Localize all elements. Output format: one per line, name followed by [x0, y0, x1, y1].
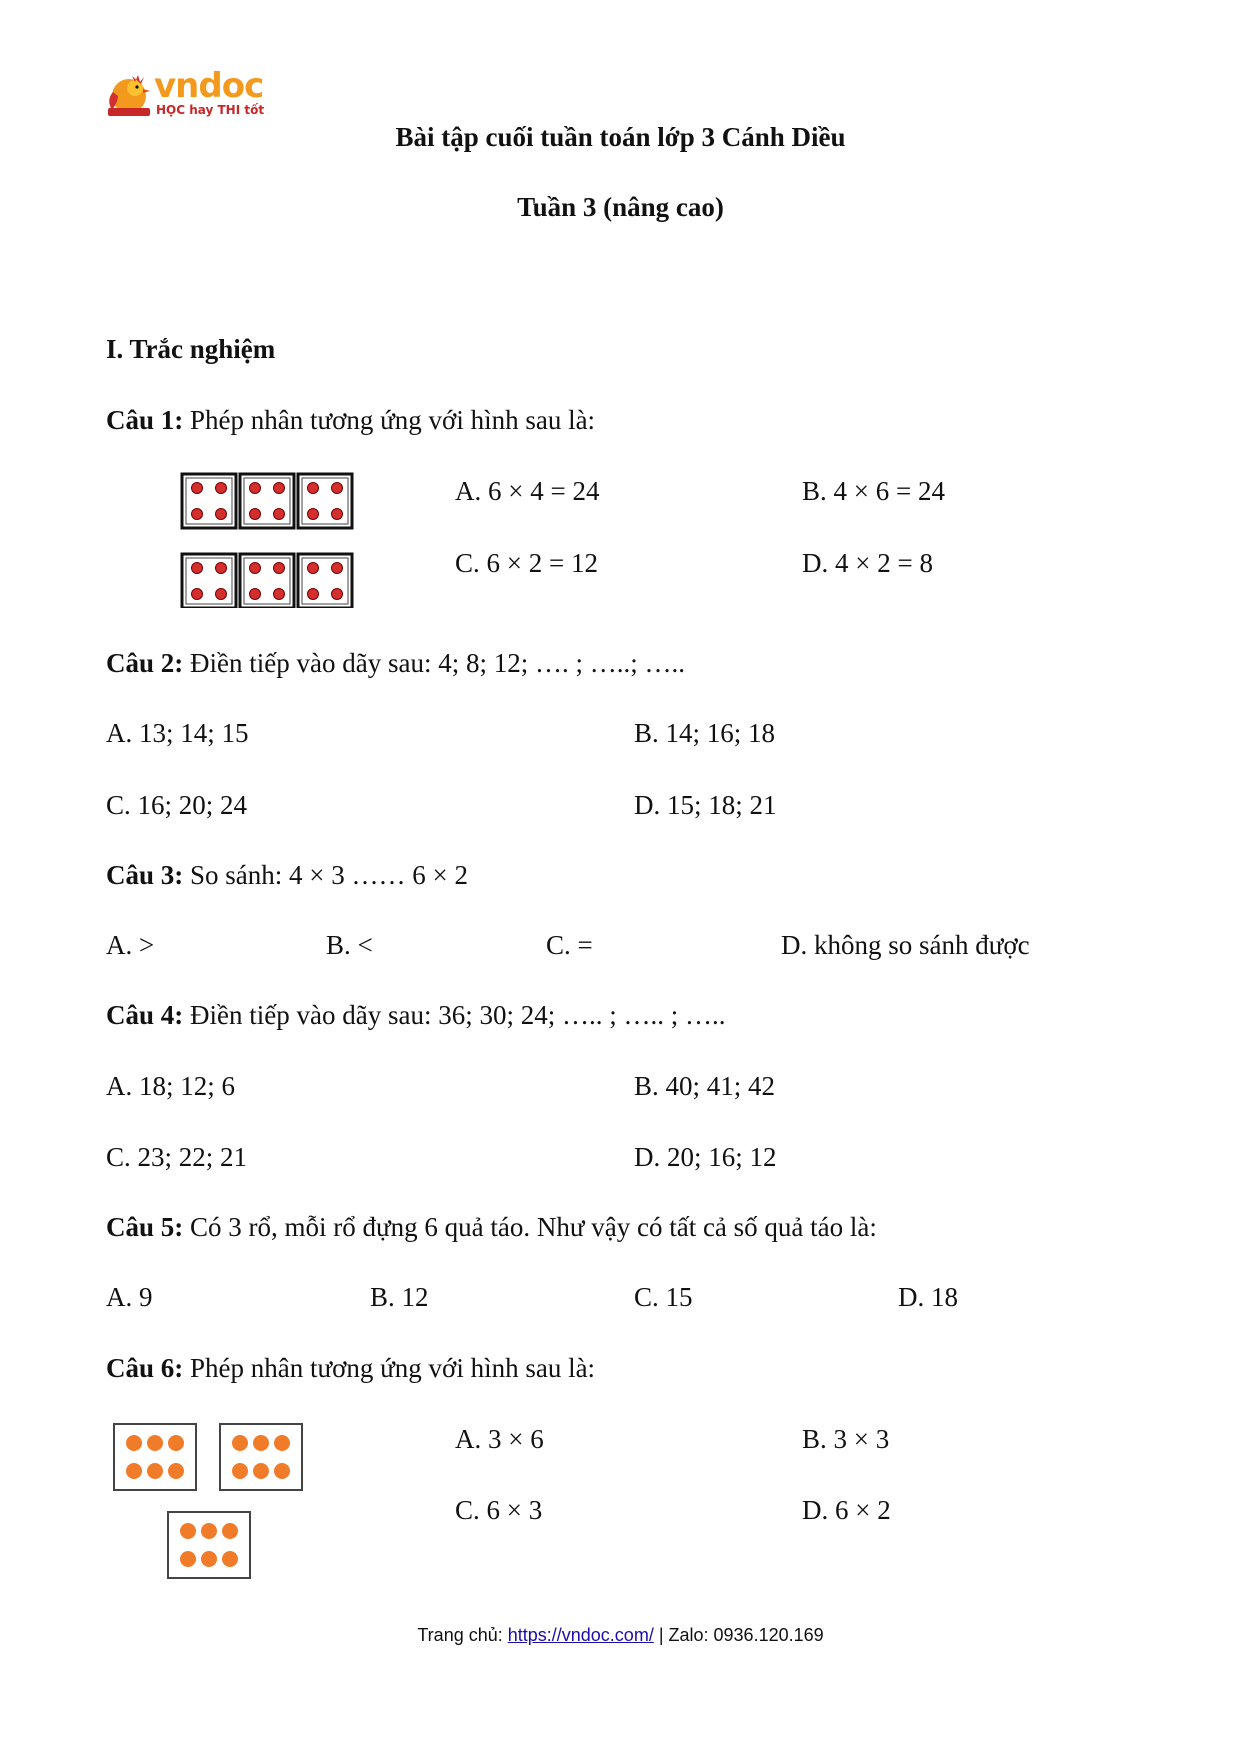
- question-label: Câu 1:: [106, 405, 184, 435]
- dot: [274, 563, 285, 574]
- dot: [332, 563, 343, 574]
- q1-figure-dice: [180, 472, 362, 608]
- question-2: [106, 648, 685, 679]
- option-b: B. 4 × 6 = 24: [802, 476, 945, 506]
- dot: [308, 483, 319, 494]
- option-d: D. 20; 16; 12: [634, 1142, 777, 1172]
- question-6: [106, 1353, 595, 1384]
- q6-figure-baskets: [112, 1422, 306, 1582]
- dot: [250, 483, 261, 494]
- dot: [274, 589, 285, 600]
- dot: [216, 483, 227, 494]
- page-subtitle: Tuần 3 (nâng cao): [517, 192, 724, 222]
- option-b: B. 3 × 3: [802, 1424, 890, 1454]
- dot: [192, 509, 203, 520]
- apple-dot: [147, 1463, 163, 1479]
- dice-box: [182, 554, 236, 608]
- option-d: D. 15; 18; 21: [634, 790, 777, 820]
- option-c: C. 16; 20; 24: [106, 790, 248, 820]
- rooster-icon: [104, 70, 154, 120]
- dot: [216, 509, 227, 520]
- question-label: Câu 2:: [106, 648, 184, 678]
- option-a: A. 13; 14; 15: [106, 718, 249, 748]
- apple-dot: [126, 1435, 142, 1451]
- dot: [332, 509, 343, 520]
- apple-dot: [126, 1463, 142, 1479]
- question-label: Câu 4:: [106, 1000, 184, 1030]
- option-b: B. 40; 41; 42: [634, 1071, 776, 1101]
- dot: [192, 483, 203, 494]
- page-footer: [0, 1625, 1241, 1646]
- vndoc-logo: [104, 66, 274, 126]
- dice-box: [240, 554, 294, 608]
- option-d: D. không so sánh được: [781, 930, 1030, 960]
- apple-dot: [253, 1435, 269, 1451]
- logo-wordmark: vndoc: [154, 66, 264, 106]
- dot: [332, 483, 343, 494]
- apple-dot: [147, 1435, 163, 1451]
- option-a: A. >: [106, 930, 155, 960]
- dot: [274, 509, 285, 520]
- dot: [216, 589, 227, 600]
- option-a: A. 3 × 6: [455, 1424, 544, 1454]
- basket-box: [168, 1512, 250, 1578]
- page-title: Bài tập cuối tuần toán lớp 3 Cánh Diều: [395, 122, 846, 152]
- logo-tagline: HỌC hay THI tốt: [156, 103, 265, 117]
- apple-dot: [201, 1551, 217, 1567]
- dot: [250, 563, 261, 574]
- option-c: C. =: [546, 930, 593, 960]
- dice-box: [182, 474, 236, 528]
- option-d: D. 18: [898, 1282, 958, 1312]
- dot: [216, 563, 227, 574]
- dot: [332, 589, 343, 600]
- footer-prefix: Trang chủ:: [417, 1625, 508, 1645]
- option-d: D. 6 × 2: [802, 1495, 891, 1525]
- option-c: C. 15: [634, 1282, 693, 1312]
- question-text: Điền tiếp vào dãy sau: 4; 8; 12; …. ; …..; …..: [183, 648, 685, 678]
- footer-link[interactable]: https://vndoc.com/: [507, 1625, 654, 1645]
- apple-dot: [180, 1523, 196, 1539]
- footer-suffix: | Zalo: 0936.120.169: [653, 1625, 824, 1645]
- question-text: Phép nhân tương ứng với hình sau là:: [183, 1353, 596, 1383]
- apple-dot: [253, 1463, 269, 1479]
- apple-dot: [222, 1551, 238, 1567]
- dot: [308, 589, 319, 600]
- dice-box: [298, 554, 352, 608]
- question-4: [106, 1000, 725, 1031]
- dice-box: [240, 474, 294, 528]
- question-label: Câu 6:: [106, 1353, 184, 1383]
- apple-dot: [274, 1435, 290, 1451]
- basket-box: [220, 1424, 302, 1490]
- option-c: C. 23; 22; 21: [106, 1142, 248, 1172]
- dot: [192, 589, 203, 600]
- apple-dot: [168, 1463, 184, 1479]
- option-c: C. 6 × 2 = 12: [455, 548, 598, 578]
- option-b: B. <: [326, 930, 373, 960]
- option-c: C. 6 × 3: [455, 1495, 543, 1525]
- question-label: Câu 5:: [106, 1212, 184, 1242]
- option-a: A. 18; 12; 6: [106, 1071, 236, 1101]
- dot: [274, 483, 285, 494]
- option-b: B. 14; 16; 18: [634, 718, 776, 748]
- apple-dot: [168, 1435, 184, 1451]
- apple-dot: [222, 1523, 238, 1539]
- dot: [308, 563, 319, 574]
- question-label: Câu 3:: [106, 860, 184, 890]
- dot: [308, 509, 319, 520]
- dot: [250, 589, 261, 600]
- dice-box: [298, 474, 352, 528]
- apple-dot: [232, 1435, 248, 1451]
- question-3: [106, 860, 468, 891]
- question-text: Có 3 rổ, mỗi rổ đựng 6 quả táo. Như vậy có tất cả số quả táo là:: [183, 1212, 877, 1242]
- basket-box: [114, 1424, 196, 1490]
- question-text: Phép nhân tương ứng với hình sau là:: [183, 405, 596, 435]
- apple-dot: [201, 1523, 217, 1539]
- question-1: [106, 405, 595, 436]
- option-a: A. 6 × 4 = 24: [455, 476, 600, 506]
- option-d: D. 4 × 2 = 8: [802, 548, 933, 578]
- section-heading: I. Trắc nghiệm: [106, 334, 276, 364]
- option-a: A. 9: [106, 1282, 153, 1312]
- apple-dot: [180, 1551, 196, 1567]
- apple-dot: [274, 1463, 290, 1479]
- option-b: B. 12: [370, 1282, 429, 1312]
- question-text: So sánh: 4 × 3 …… 6 × 2: [183, 860, 468, 890]
- dot: [250, 509, 261, 520]
- dot: [192, 563, 203, 574]
- question-5: [106, 1212, 877, 1243]
- question-text: Điền tiếp vào dãy sau: 36; 30; 24; ….. ; ….. ; …..: [183, 1000, 726, 1030]
- apple-dot: [232, 1463, 248, 1479]
